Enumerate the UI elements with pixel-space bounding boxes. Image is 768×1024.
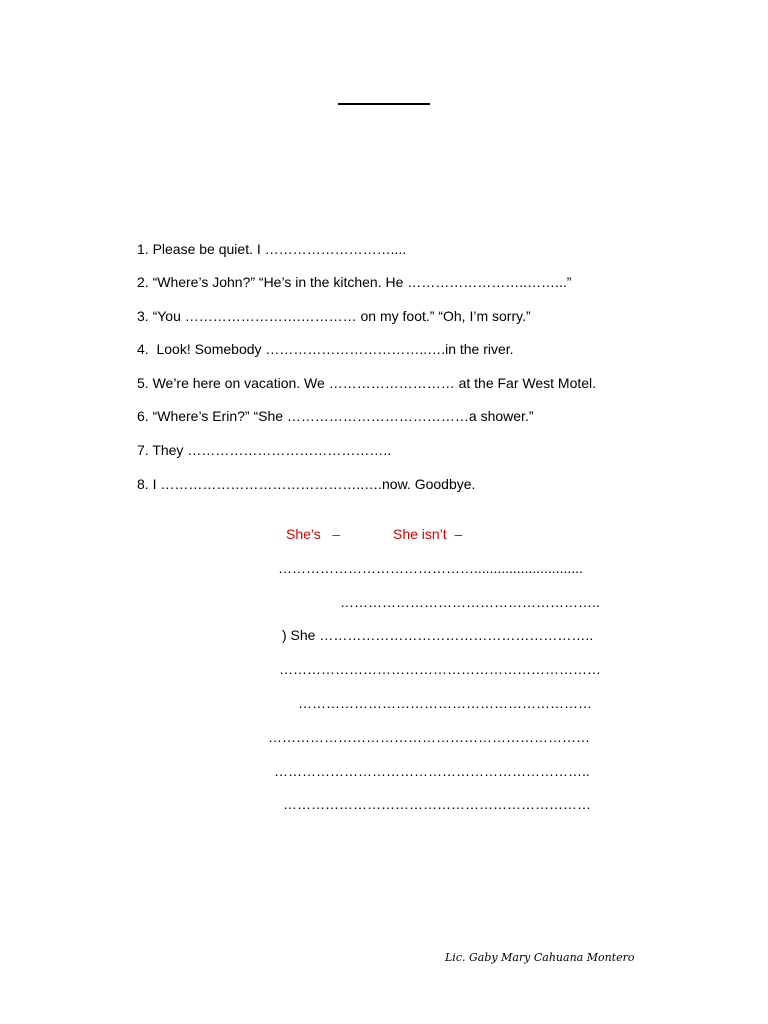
answer-line-2: ……………………………………………….. <box>340 594 600 610</box>
answer-line-4: …………………………………………………………… <box>279 661 601 677</box>
author-signature: Lic. Gaby Mary Cahuana Montero <box>445 951 635 964</box>
exercise-item-5: 5. We’re here on vacation. We ……………………… at the Far West Motel. <box>137 375 597 391</box>
answer-line-5: ……………………………………………………… <box>298 695 592 711</box>
label-affirmative: She’s – <box>286 526 341 542</box>
answer-line-3: ) She ………………………………………………….. <box>282 627 594 643</box>
exercise-item-8: 8. I ……………………………………..….now. Goodbye. <box>137 476 476 492</box>
exercise-item-6: 6. “Where’s Erin?” “She …………………………………a shower.” <box>137 408 534 424</box>
answer-line-6: …………………………………………………………… <box>268 729 590 745</box>
answer-line-1: ……………………………………............................ <box>278 560 583 576</box>
exercise-item-4: 4. Look! Somebody ……………………………..….in the river. <box>137 341 514 357</box>
answer-line-7: ………………………………………………………….. <box>274 763 590 779</box>
label-negative: She isn’t – <box>393 526 463 542</box>
exercise-item-7: 7. They …………………………………….. <box>137 442 392 458</box>
answer-line-8: ………………………………………………………… <box>283 796 591 812</box>
exercise-item-2: 2. “Where’s John?” “He’s in the kitchen. He ……………………..……...” <box>137 274 572 290</box>
exercise-item-3: 3. “You …………………….………… on my foot.” “Oh, I’m sorry.” <box>137 308 531 324</box>
exercise-item-1: 1. Please be quiet. I ……………………….... <box>137 241 407 257</box>
title-underline <box>338 103 430 105</box>
